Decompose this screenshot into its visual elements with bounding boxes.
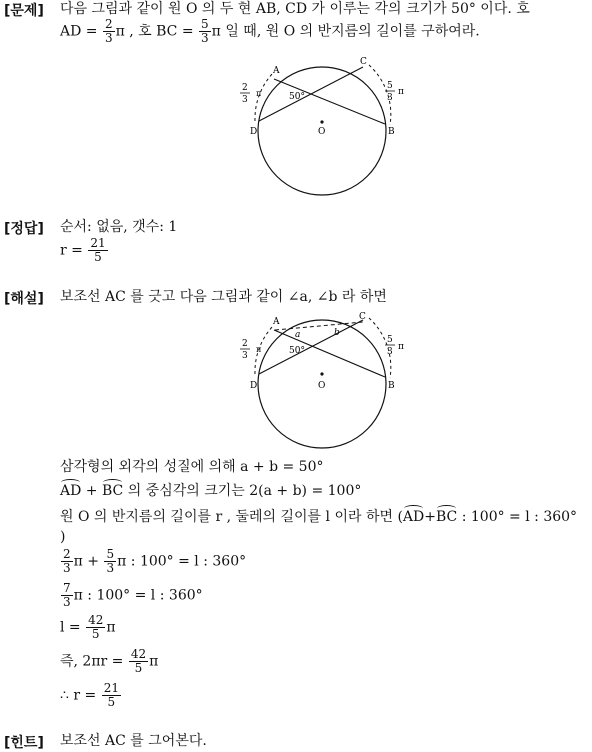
eq1-frac-2: $\frac{5}{3}$ [106,547,115,575]
central-angle-rest: 의 중심각의 크기는 2(a + b) = 100° [123,483,362,499]
arc-bc-notation: BC [101,483,124,499]
left-arc-den: 3 [242,95,248,105]
answer-line-2 [60,237,109,264]
arc-ad-notation: AD [60,483,82,499]
eq5-prefix: ∴ r = [60,687,101,704]
left-arc-num-2: 2 [242,339,248,349]
angle-label: 50° [289,92,305,102]
solution-tag: [해설] [4,291,44,307]
center-label-o: O [318,127,326,137]
eq1-mid: π + [73,553,104,570]
plus-sign: + [81,483,102,499]
right-arc-den-2: 3 [387,347,393,357]
angle-label-2: 50° [289,346,305,356]
fraction-ad: $\frac{2}{3}$ [104,17,113,45]
answer-line-1: 순서: 없음, 갯수: 1 [60,219,178,235]
point-label-a-2: A [273,317,280,327]
angle-b-label: b [334,328,340,338]
equation-2 [60,582,203,609]
point-label-c: C [360,57,367,67]
fraction-bc: $\frac{5}{3}$ [201,17,209,45]
eq1-frac-1: $\frac{2}{3}$ [63,547,71,575]
left-arc-pi-2: π [256,345,262,354]
eq3-rest: π [106,619,116,636]
answer-fraction: $\frac{21}{5}$ [90,236,106,264]
problem-line-1: 다음 그림과 같이 원 O 의 두 현 AB, CD 가 이루는 각의 크기가 50° 이다. 호 [60,1,530,17]
point-label-b: B [388,127,395,137]
eq2-rest: π : 100° = l : 360° [73,587,203,604]
point-label-c-2: C [359,312,366,322]
left-arc-den-2: 3 [242,351,248,361]
point-label-d-2: D [250,381,258,391]
eq2-frac: $\frac{7}{3}$ [63,581,71,609]
center-dot [320,120,323,123]
right-arc-num-2: 5 [387,335,393,345]
eq3-frac: $\frac{42}{5}$ [88,613,104,641]
solution-paren-line: ) [60,529,66,545]
equation-5 [60,682,122,709]
arc-bc-notation-2: BC [436,509,458,525]
left-arc-pi: π [256,89,262,98]
arc-ad-prefix: AD = [60,23,102,40]
hint-text: 보조선 AC 를 그어본다. [60,733,207,749]
solution-ratio-line [60,508,577,526]
angle-a-label: a [295,330,301,340]
eq4-rest: π [149,653,159,670]
right-arc-num: 5 [387,81,393,91]
right-arc-pi: π [398,87,404,97]
problem-line-2-rest: π 일 때, 원 O 의 반지름의 길이를 구하여라. [211,23,480,40]
right-arc-pi-2: π [398,342,404,352]
center-label-o-2: O [318,381,326,391]
solution-exterior-angle: 삼각형의 외각의 성질에 의해 a + b = 50° [60,459,324,475]
problem-line-2 [60,18,480,45]
equation-4 [60,648,158,675]
plus-sign-2: + [424,509,436,525]
eq5-frac: $\frac{21}{5}$ [103,681,119,709]
ratio-rest: : 100° = l : 360° [457,509,578,525]
eq3-prefix: l = [60,619,86,636]
point-label-b-2: B [388,381,395,391]
solution-intro: 보조선 AC 를 긋고 다음 그림과 같이 ∠a, ∠b 라 하면 [60,289,387,305]
answer-tag: [정답] [4,221,44,237]
right-arc-den: 3 [387,93,393,103]
arc-ad-suffix: π , 호 BC = [115,23,199,40]
eq4-frac: $\frac{42}{5}$ [130,647,147,675]
equation-3 [60,614,116,641]
answer-r-prefix: r = [60,242,88,259]
hint-tag: [힌트] [4,735,44,751]
center-dot-2 [320,372,323,375]
eq4-prefix: 즉, 2πr = [60,653,128,670]
arc-ad-notation-2: AD [402,509,425,525]
chord-cd-2 [259,320,363,374]
point-label-d: D [250,127,258,137]
ratio-text: 원 O 의 반지름의 길이를 r , 둘레의 길이를 l 이라 하면 ( [60,509,403,525]
problem-tag: [문제] [4,3,44,19]
solution-central-angle [60,482,361,500]
equation-1 [60,548,246,575]
eq1-rest: π : 100° = l : 360° [117,553,247,570]
left-arc-num: 2 [242,83,248,93]
point-label-a: A [273,66,280,76]
circle-figure-2 [235,308,415,458]
circle-figure-1 [235,55,415,215]
